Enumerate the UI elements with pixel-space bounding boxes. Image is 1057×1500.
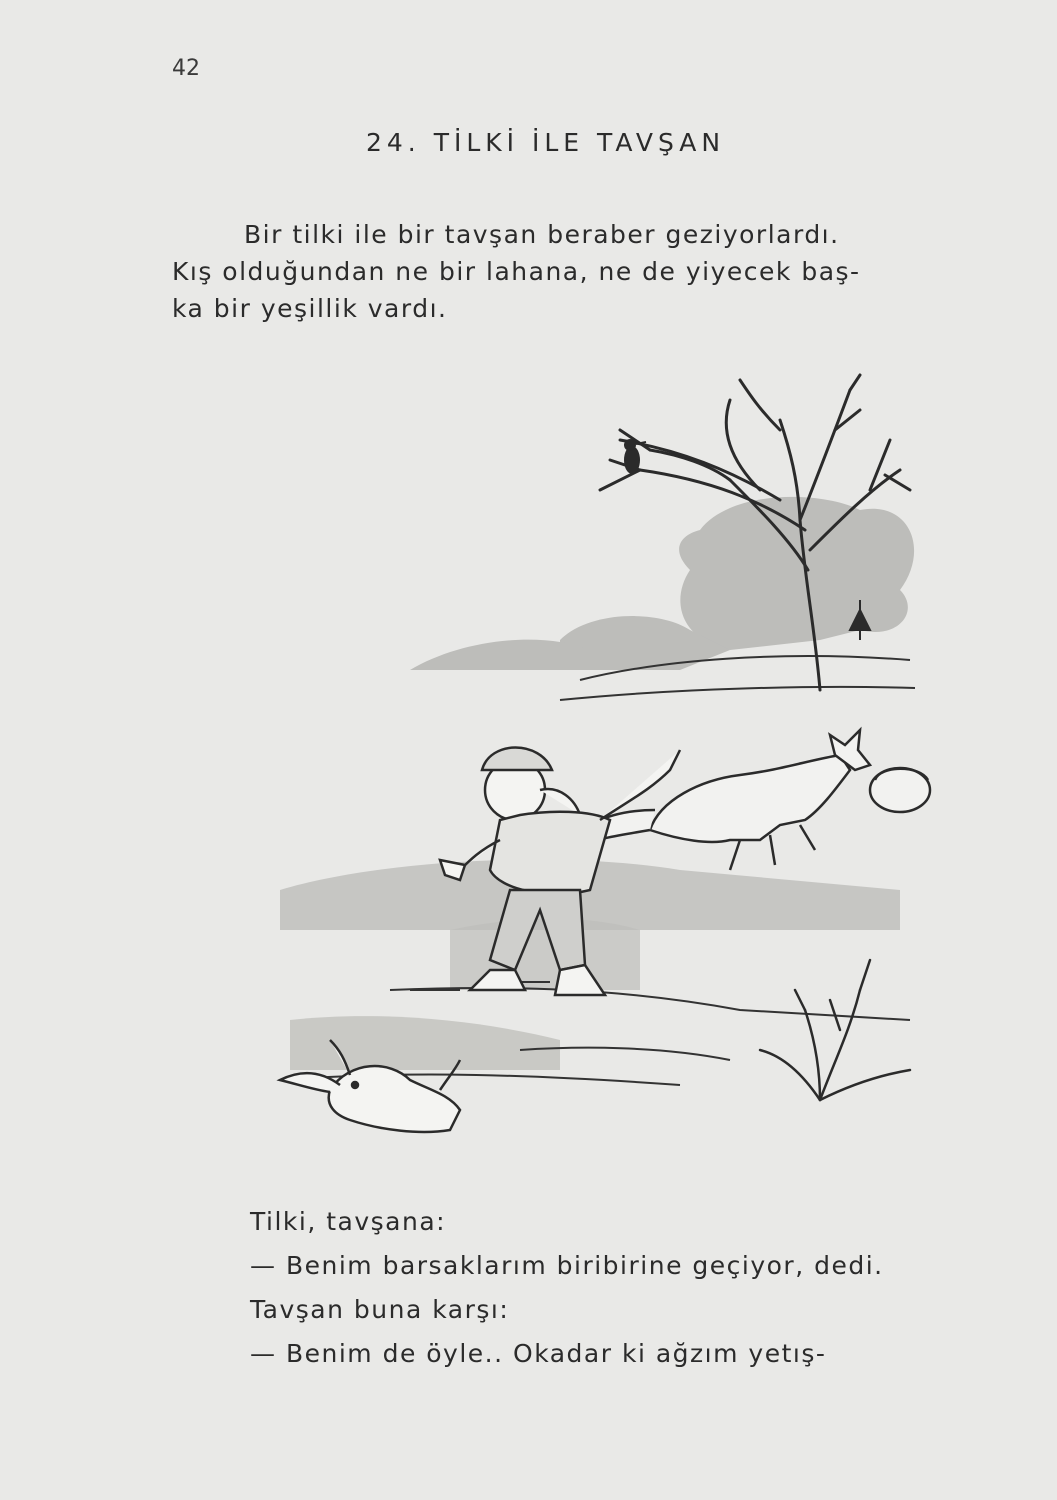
dialogue-line: Tilki, tavşana: bbox=[250, 1207, 447, 1236]
dialogue-paragraph bbox=[250, 1200, 1040, 1376]
intro-line: ka bir yeşillik vardı. bbox=[172, 294, 448, 323]
illustration-winter-scene bbox=[260, 370, 940, 1150]
dialogue-line: — Benim barsaklarım biribirine geçiyor, dedi. bbox=[250, 1251, 884, 1280]
intro-line: Bir tilki ile bir tavşan beraber geziyorlardı. bbox=[244, 220, 840, 249]
dialogue-line: — Benim de öyle.. Okadar ki ağzım yetış- bbox=[250, 1339, 827, 1368]
page-number: 42 bbox=[172, 56, 200, 81]
fox bbox=[560, 730, 930, 870]
intro-line: Kış olduğundan ne bir lahana, ne de yiyecek baş- bbox=[172, 257, 861, 286]
story-title: 24. TİLKİ İLE TAVŞAN bbox=[366, 128, 726, 157]
bush bbox=[760, 960, 910, 1100]
dialogue-line: Tavşan buna karşı: bbox=[250, 1295, 510, 1324]
intro-paragraph bbox=[172, 216, 1012, 327]
